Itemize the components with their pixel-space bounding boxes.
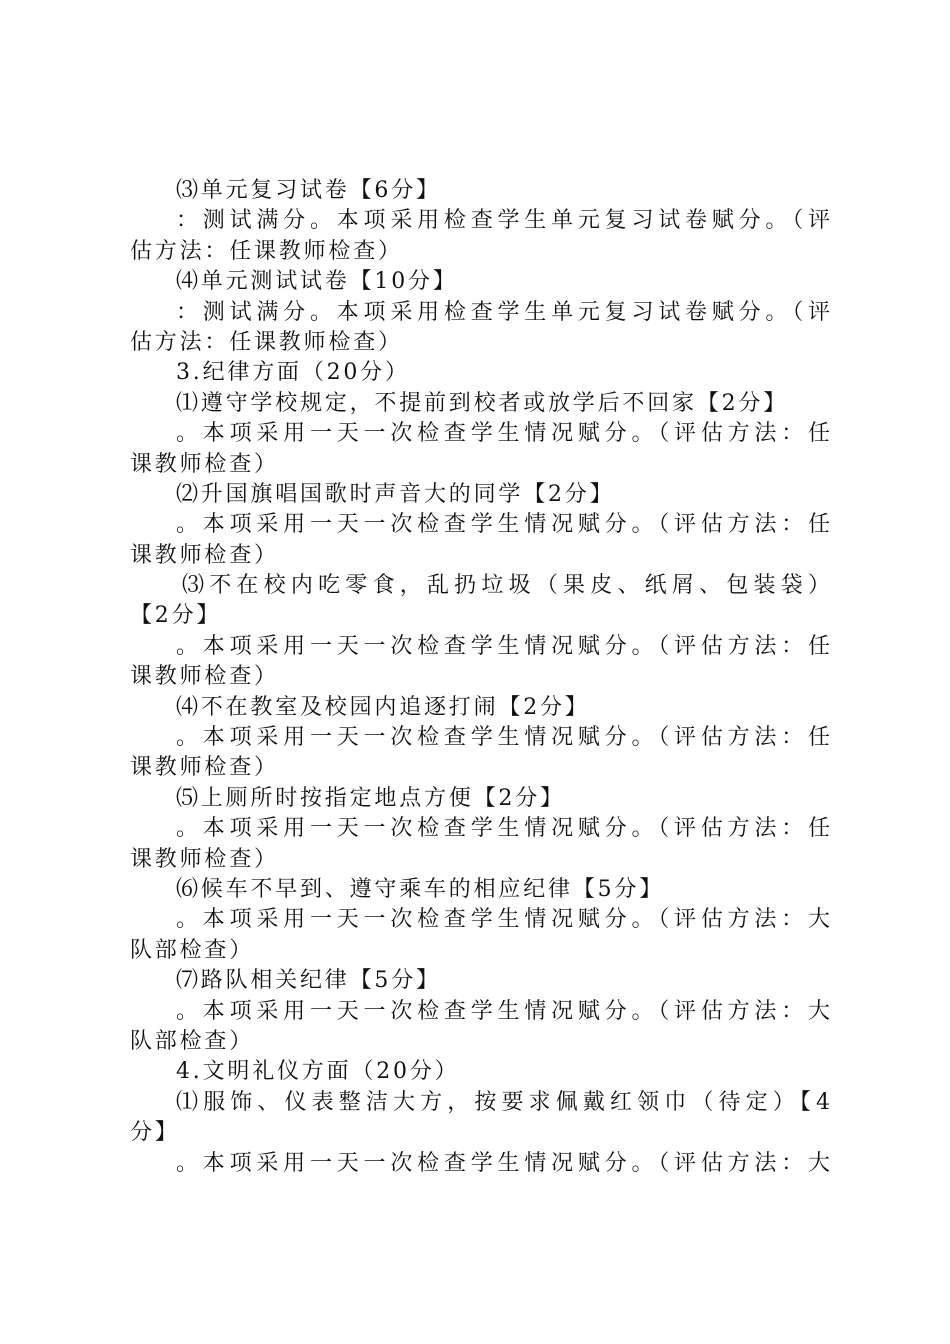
- item-description-cont: 估方法：任课教师检查）: [130, 238, 403, 264]
- item-heading: ⑷单元测试试卷【10分】: [176, 269, 458, 295]
- item-description: ：测试满分。本项采用检查学生单元复习试卷赋分。（评: [176, 299, 830, 325]
- section-heading: 4.文明礼仪方面（20分）: [176, 1059, 460, 1085]
- item-heading: ⑺路队相关纪律【5分】: [176, 968, 441, 994]
- item-heading: ⑴遵守学校规定，不提前到校者或放学后不回家【2分】: [176, 390, 788, 416]
- item-description: 。本项采用一天一次检查学生情况赋分。（评估方法：大: [176, 907, 830, 933]
- item-description-cont: 估方法：任课教师检查）: [130, 329, 403, 355]
- item-description-cont: 课教师检查）: [130, 451, 279, 477]
- item-heading-cont: 分】: [130, 1120, 180, 1146]
- item-heading: ⑷不在教室及校园内追逐打闹【2分】: [176, 694, 590, 720]
- item-description-cont: 课教师检查）: [130, 755, 279, 781]
- item-description: 。本项采用一天一次检查学生情况赋分。（评估方法：大: [176, 1150, 830, 1176]
- item-description: 。本项采用一天一次检查学生情况赋分。（评估方法：任: [176, 725, 830, 751]
- item-description-cont: 队部检查）: [130, 1028, 255, 1054]
- item-description: ：测试满分。本项采用检查学生单元复习试卷赋分。（评: [176, 208, 830, 234]
- item-description-cont: 队部检查）: [130, 937, 255, 963]
- item-heading: ⑹候车不早到、遵守乘车的相应纪律【5分】: [176, 876, 664, 902]
- item-description-cont: 课教师检查）: [130, 542, 279, 568]
- item-heading: ⑶不在校内吃零食，乱扔垃圾（果皮、纸屑、包装袋）: [182, 573, 830, 599]
- item-description: 。本项采用一天一次检查学生情况赋分。（评估方法：任: [176, 633, 830, 659]
- item-description: 。本项采用一天一次检查学生情况赋分。（评估方法：任: [176, 512, 830, 538]
- item-description: 。本项采用一天一次检查学生情况赋分。（评估方法：大: [176, 998, 830, 1024]
- item-description-cont: 课教师检查）: [130, 664, 279, 690]
- section-heading: 3.纪律方面（20分）: [176, 360, 410, 386]
- document-body: [130, 176, 830, 1179]
- item-description: 。本项采用一天一次检查学生情况赋分。（评估方法：任: [176, 421, 830, 447]
- item-heading: ⑵升国旗唱国歌时声音大的同学【2分】: [176, 481, 615, 507]
- item-description-cont: 课教师检查）: [130, 846, 279, 872]
- item-heading: ⑸上厕所时按指定地点方便【2分】: [176, 785, 565, 811]
- item-description: 。本项采用一天一次检查学生情况赋分。（评估方法：任: [176, 816, 830, 842]
- item-heading: ⑴服饰、仪表整洁大方，按要求佩戴红领巾（待定）【4: [176, 1089, 830, 1115]
- item-heading-cont: 【2分】: [130, 603, 222, 629]
- item-heading: ⑶单元复习试卷【6分】: [176, 178, 441, 203]
